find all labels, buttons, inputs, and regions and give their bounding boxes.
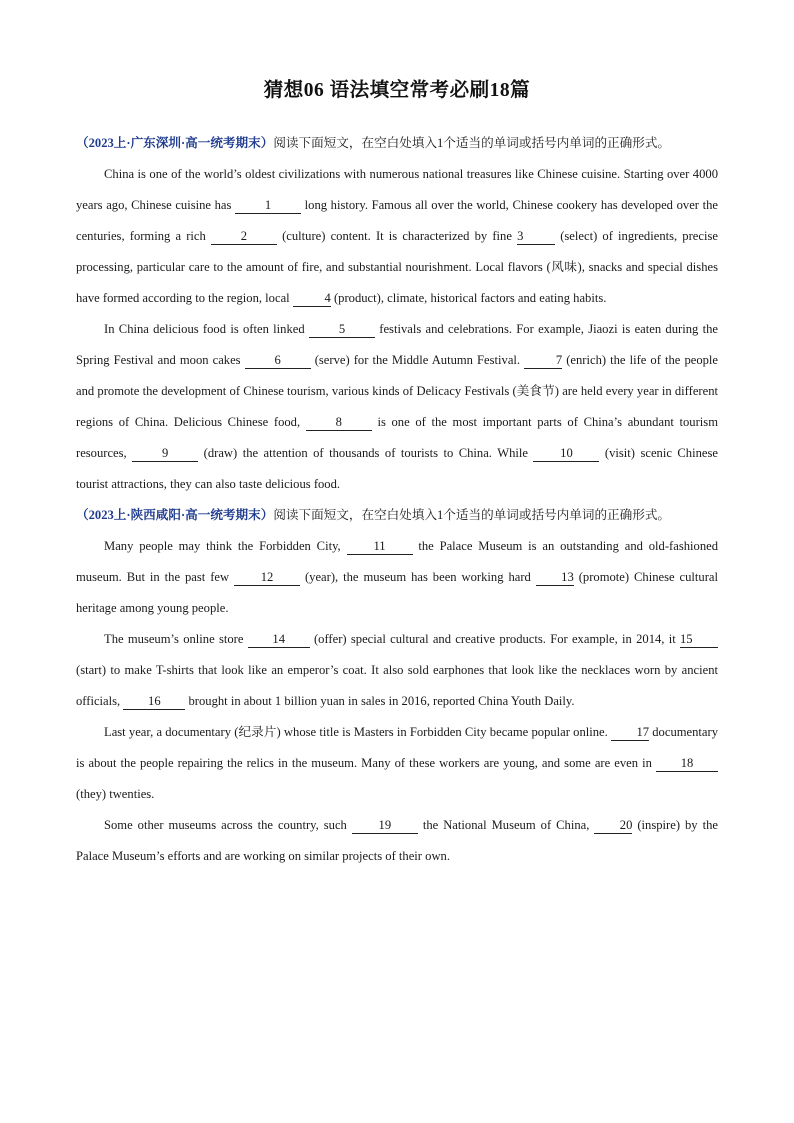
paragraph-text: Some other museums across the country, such — [104, 818, 352, 832]
paragraph-text: (draw) the attention of thousands of tourists to China. While — [198, 446, 534, 460]
answer-blank-18[interactable]: 18 — [656, 756, 718, 772]
passage-paragraph — [76, 717, 718, 810]
answer-blank-12[interactable]: 12 — [234, 570, 300, 586]
paragraph-text: The museum’s online store — [104, 632, 248, 646]
passage-paragraph — [76, 624, 718, 717]
answer-blank-19[interactable]: 19 — [352, 818, 418, 834]
answer-blank-3[interactable]: 3 — [517, 229, 555, 245]
passage-instruction-line — [76, 500, 718, 531]
answer-blank-1[interactable]: 1 — [235, 198, 301, 214]
paragraph-text: brought in about 1 billion yuan in sales in 2016, reported China Youth Daily. — [185, 694, 575, 708]
paragraph-text: (year), the museum has been working hard — [300, 570, 536, 584]
answer-blank-20[interactable]: 20 — [594, 818, 632, 834]
answer-blank-10[interactable]: 10 — [533, 446, 599, 462]
answer-blank-5[interactable]: 5 — [309, 322, 375, 338]
answer-blank-6[interactable]: 6 — [245, 353, 311, 369]
answer-blank-8[interactable]: 8 — [306, 415, 372, 431]
paragraph-text: China is one of the world’s oldest civilizations with numerous national treasures like Chinese cuisine. Starting over 4000 years ago, Chinese cuisine has — [76, 167, 718, 212]
passage-instruction: 阅读下面短文，在空白处填入1个适当的单词或括号内单词的正确形式。 — [273, 508, 671, 522]
answer-blank-16[interactable]: 16 — [123, 694, 185, 710]
page-title: 猜想06 语法填空常考必刷18篇 — [263, 80, 531, 101]
answer-blank-11[interactable]: 11 — [347, 539, 413, 555]
answer-blank-13[interactable]: 13 — [536, 570, 574, 586]
paragraph-text: (select) of ingredients, precise processing, particular care to the amount of fire, and substantial nourishment. Local flavors (风味), snacks and special dishes have formed according to the region, local — [76, 229, 718, 305]
passage-source: （2023上·陕西咸阳·高一统考期末） — [76, 508, 274, 522]
paragraph-text: is one of the most important parts of China’s abundant tourism resources, — [76, 415, 718, 460]
answer-blank-14[interactable]: 14 — [248, 632, 310, 648]
paragraph-text: Last year, a documentary (纪录片) whose title is Masters in Forbidden City became popular online. — [104, 725, 612, 739]
paragraph-text: (visit) scenic Chinese tourist attractions, they can also taste delicious food. — [76, 446, 718, 491]
paragraph-text: (culture) content. It is characterized by fine — [276, 229, 518, 243]
answer-blank-15[interactable]: 15 — [680, 632, 718, 648]
answer-blank-7[interactable]: 7 — [524, 353, 562, 369]
paragraph-text: (they) twenties. — [76, 787, 155, 801]
passage-paragraph — [76, 314, 718, 500]
paragraph-text: (start) to make T-shirts that look like an emperor’s coat. It also sold earphones that look like the necklaces worn by ancient officials, — [76, 663, 718, 708]
paragraph-text: (enrich) the life of the people and promote the development of Chinese tourism, various kinds of Delicacy Festivals (美食节) are held every year in different regions of China. Delicious Chinese food, — [76, 353, 719, 429]
answer-blank-2[interactable]: 2 — [211, 229, 277, 245]
paragraph-text: (product), climate, historical factors and eating habits. — [330, 291, 607, 305]
paragraph-text: In China delicious food is often linked — [104, 322, 309, 336]
answer-blank-17[interactable]: 17 — [611, 725, 649, 741]
passage — [76, 500, 718, 872]
paragraph-text: long history. Famous all over the world, Chinese cookery has developed over the centuries, forming a rich — [76, 198, 718, 243]
passage-paragraph — [76, 810, 718, 872]
paragraph-text: festivals and celebrations. For example, Jiaozi is eaten during the Spring Festival and moon cakes — [76, 322, 718, 367]
paragraph-text: the Palace Museum is an outstanding and old-fashioned museum. But in the past few — [76, 539, 718, 584]
answer-blank-4[interactable]: 4 — [293, 291, 331, 307]
document-page — [76, 74, 718, 872]
paragraph-text: Many people may think the Forbidden City, — [104, 539, 347, 553]
passage-paragraph — [76, 159, 718, 314]
passage — [76, 128, 718, 500]
paragraph-text: the National Museum of China, — [417, 818, 595, 832]
passage-instruction-line — [76, 128, 718, 159]
paragraph-text: documentary is about the people repairing the relics in the museum. Many of these workers are young, and some are even in — [76, 725, 718, 770]
paragraph-text: (inspire) by the Palace Museum’s efforts and are working on similar projects of their own. — [76, 818, 718, 863]
passages-container — [76, 128, 718, 872]
passage-paragraph — [76, 531, 718, 624]
passage-source: （2023上·广东深圳·高一统考期末） — [76, 136, 274, 150]
paragraph-text: (offer) special cultural and creative products. For example, in 2014, it — [309, 632, 680, 646]
paragraph-text: (serve) for the Middle Autumn Festival. — [310, 353, 525, 367]
passage-instruction: 阅读下面短文，在空白处填入1个适当的单词或括号内单词的正确形式。 — [273, 136, 671, 150]
paragraph-text: (promote) Chinese cultural heritage among young people. — [76, 570, 718, 615]
answer-blank-9[interactable]: 9 — [132, 446, 198, 462]
